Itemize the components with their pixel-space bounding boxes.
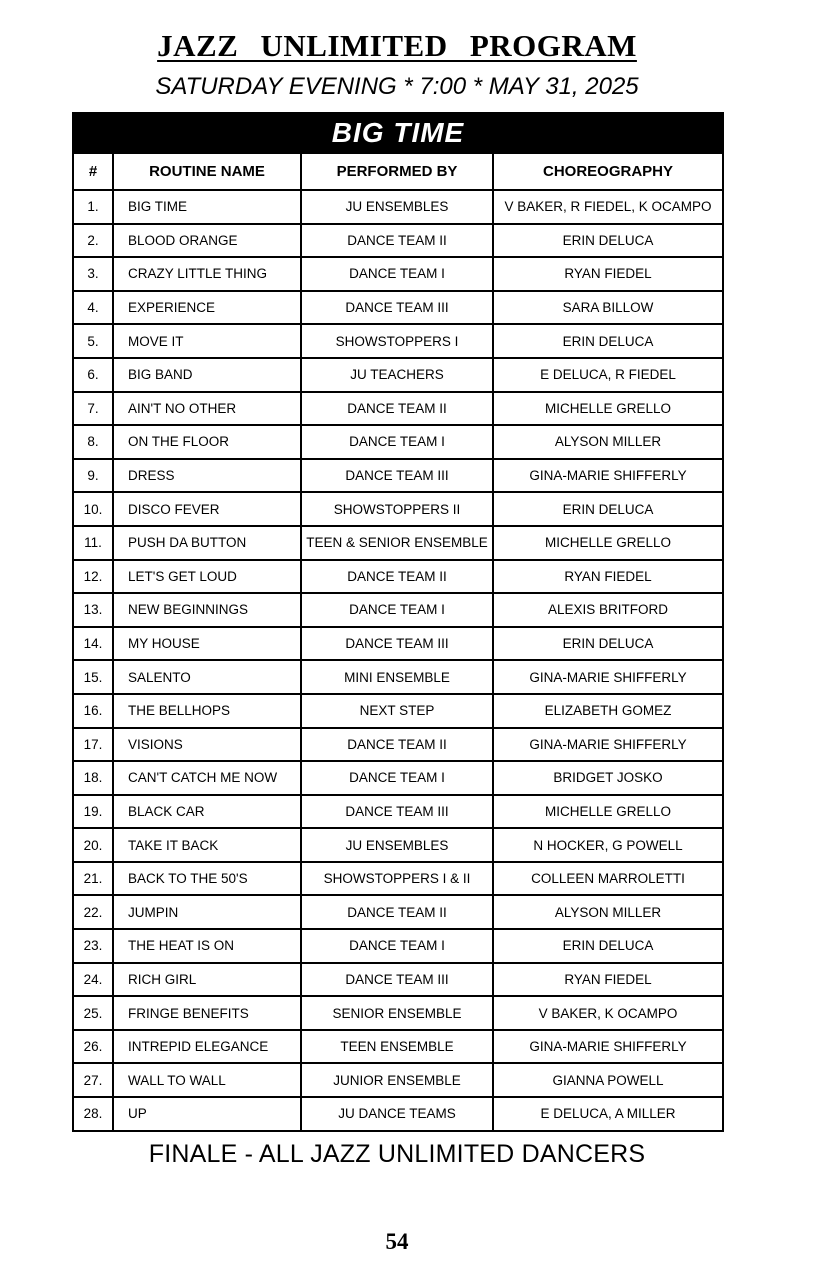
performed-by-cell: TEEN & SENIOR ENSEMBLE xyxy=(301,526,493,560)
program-table-head xyxy=(73,113,723,190)
performed-by-cell: DANCE TEAM I xyxy=(301,425,493,459)
routine-name-cell: ON THE FLOOR xyxy=(113,425,301,459)
choreography-cell: ERIN DELUCA xyxy=(493,492,723,526)
performed-by-cell: DANCE TEAM I xyxy=(301,761,493,795)
table-row xyxy=(73,593,723,627)
row-number-cell: 12. xyxy=(73,560,113,594)
row-number-cell: 4. xyxy=(73,291,113,325)
choreography-cell: SARA BILLOW xyxy=(493,291,723,325)
row-number-cell: 9. xyxy=(73,459,113,493)
table-row xyxy=(73,761,723,795)
choreography-cell: RYAN FIEDEL xyxy=(493,257,723,291)
choreography-cell: BRIDGET JOSKO xyxy=(493,761,723,795)
program-table-body xyxy=(73,190,723,1131)
row-number-cell: 23. xyxy=(73,929,113,963)
routine-name-cell: CRAZY LITTLE THING xyxy=(113,257,301,291)
page-subtitle: SATURDAY EVENING * 7:00 * MAY 31, 2025 xyxy=(155,73,639,100)
choreography-cell: RYAN FIEDEL xyxy=(493,560,723,594)
routine-name-cell: MY HOUSE xyxy=(113,627,301,661)
routine-name-cell: UP xyxy=(113,1097,301,1131)
performed-by-cell: DANCE TEAM III xyxy=(301,459,493,493)
routine-name-cell: SALENTO xyxy=(113,660,301,694)
row-number-cell: 10. xyxy=(73,492,113,526)
page-title-text: JAZZ UNLIMITED PROGRAM xyxy=(157,28,637,63)
program-table xyxy=(72,112,724,1132)
choreography-cell: MICHELLE GRELLO xyxy=(493,392,723,426)
routine-name-cell: AIN'T NO OTHER xyxy=(113,392,301,426)
routine-name-cell: VISIONS xyxy=(113,728,301,762)
table-row xyxy=(73,190,723,224)
choreography-cell: RYAN FIEDEL xyxy=(493,963,723,997)
routine-name-cell: THE HEAT IS ON xyxy=(113,929,301,963)
routine-name-cell: TAKE IT BACK xyxy=(113,828,301,862)
table-row xyxy=(73,828,723,862)
table-row xyxy=(73,895,723,929)
row-number-cell: 3. xyxy=(73,257,113,291)
choreography-cell: ELIZABETH GOMEZ xyxy=(493,694,723,728)
row-number-cell: 27. xyxy=(73,1063,113,1097)
choreography-cell: GINA-MARIE SHIFFERLY xyxy=(493,660,723,694)
choreography-cell: V BAKER, K OCAMPO xyxy=(493,996,723,1030)
section-title-row xyxy=(73,113,723,153)
routine-name-cell: CAN'T CATCH ME NOW xyxy=(113,761,301,795)
table-row xyxy=(73,1097,723,1131)
routine-name-cell: WALL TO WALL xyxy=(113,1063,301,1097)
row-number-cell: 1. xyxy=(73,190,113,224)
row-number-cell: 21. xyxy=(73,862,113,896)
row-number-cell: 28. xyxy=(73,1097,113,1131)
choreography-cell: E DELUCA, R FIEDEL xyxy=(493,358,723,392)
routine-name-cell: NEW BEGINNINGS xyxy=(113,593,301,627)
choreography-cell: ALYSON MILLER xyxy=(493,895,723,929)
choreography-cell: GINA-MARIE SHIFFERLY xyxy=(493,728,723,762)
table-row xyxy=(73,392,723,426)
performed-by-cell: JU TEACHERS xyxy=(301,358,493,392)
performed-by-cell: DANCE TEAM I xyxy=(301,257,493,291)
row-number-cell: 18. xyxy=(73,761,113,795)
choreography-cell: COLLEEN MARROLETTI xyxy=(493,862,723,896)
row-number-cell: 19. xyxy=(73,795,113,829)
column-header-number: # xyxy=(73,153,113,190)
performed-by-cell: DANCE TEAM II xyxy=(301,224,493,258)
performed-by-cell: DANCE TEAM III xyxy=(301,291,493,325)
row-number-cell: 20. xyxy=(73,828,113,862)
choreography-cell: ERIN DELUCA xyxy=(493,929,723,963)
table-row xyxy=(73,795,723,829)
performed-by-cell: DANCE TEAM II xyxy=(301,560,493,594)
performed-by-cell: DANCE TEAM II xyxy=(301,392,493,426)
performed-by-cell: SHOWSTOPPERS I xyxy=(301,324,493,358)
table-row xyxy=(73,492,723,526)
row-number-cell: 17. xyxy=(73,728,113,762)
routine-name-cell: RICH GIRL xyxy=(113,963,301,997)
routine-name-cell: INTREPID ELEGANCE xyxy=(113,1030,301,1064)
row-number-cell: 2. xyxy=(73,224,113,258)
choreography-cell: N HOCKER, G POWELL xyxy=(493,828,723,862)
row-number-cell: 8. xyxy=(73,425,113,459)
table-row xyxy=(73,963,723,997)
performed-by-cell: MINI ENSEMBLE xyxy=(301,660,493,694)
choreography-cell: GINA-MARIE SHIFFERLY xyxy=(493,459,723,493)
choreography-cell: ERIN DELUCA xyxy=(493,627,723,661)
table-row xyxy=(73,996,723,1030)
table-row xyxy=(73,459,723,493)
row-number-cell: 25. xyxy=(73,996,113,1030)
table-row xyxy=(73,324,723,358)
column-header-routine-name: ROUTINE NAME xyxy=(113,153,301,190)
table-row xyxy=(73,1030,723,1064)
performed-by-cell: JUNIOR ENSEMBLE xyxy=(301,1063,493,1097)
table-row xyxy=(73,257,723,291)
performed-by-cell: DANCE TEAM III xyxy=(301,795,493,829)
choreography-cell: V BAKER, R FIEDEL, K OCAMPO xyxy=(493,190,723,224)
row-number-cell: 13. xyxy=(73,593,113,627)
performed-by-cell: JU DANCE TEAMS xyxy=(301,1097,493,1131)
row-number-cell: 26. xyxy=(73,1030,113,1064)
table-row xyxy=(73,358,723,392)
routine-name-cell: THE BELLHOPS xyxy=(113,694,301,728)
performed-by-cell: DANCE TEAM I xyxy=(301,593,493,627)
choreography-cell: MICHELLE GRELLO xyxy=(493,795,723,829)
table-row xyxy=(73,862,723,896)
routine-name-cell: BACK TO THE 50'S xyxy=(113,862,301,896)
column-header-row xyxy=(73,153,723,190)
performed-by-cell: DANCE TEAM II xyxy=(301,728,493,762)
routine-name-cell: EXPERIENCE xyxy=(113,291,301,325)
performed-by-cell: DANCE TEAM III xyxy=(301,963,493,997)
row-number-cell: 6. xyxy=(73,358,113,392)
choreography-cell: E DELUCA, A MILLER xyxy=(493,1097,723,1131)
row-number-cell: 24. xyxy=(73,963,113,997)
table-row xyxy=(73,660,723,694)
performed-by-cell: DANCE TEAM I xyxy=(301,929,493,963)
routine-name-cell: LET'S GET LOUD xyxy=(113,560,301,594)
choreography-cell: ALEXIS BRITFORD xyxy=(493,593,723,627)
performed-by-cell: DANCE TEAM III xyxy=(301,627,493,661)
table-row xyxy=(73,425,723,459)
table-row xyxy=(73,694,723,728)
column-header-performed-by: PERFORMED BY xyxy=(301,153,493,190)
section-title: BIG TIME xyxy=(73,113,723,153)
performed-by-cell: DANCE TEAM II xyxy=(301,895,493,929)
row-number-cell: 5. xyxy=(73,324,113,358)
routine-name-cell: FRINGE BENEFITS xyxy=(113,996,301,1030)
table-row xyxy=(73,728,723,762)
table-row xyxy=(73,929,723,963)
performed-by-cell: TEEN ENSEMBLE xyxy=(301,1030,493,1064)
page-content xyxy=(72,0,722,1169)
table-row xyxy=(73,526,723,560)
performed-by-cell: SENIOR ENSEMBLE xyxy=(301,996,493,1030)
performed-by-cell: NEXT STEP xyxy=(301,694,493,728)
routine-name-cell: DISCO FEVER xyxy=(113,492,301,526)
routine-name-cell: BLACK CAR xyxy=(113,795,301,829)
routine-name-cell: DRESS xyxy=(113,459,301,493)
page-number: 54 xyxy=(385,1229,409,1254)
table-row xyxy=(73,291,723,325)
page-title xyxy=(72,28,722,64)
column-header-choreography: CHOREOGRAPHY xyxy=(493,153,723,190)
performed-by-cell: SHOWSTOPPERS I & II xyxy=(301,862,493,896)
table-row xyxy=(73,224,723,258)
row-number-cell: 11. xyxy=(73,526,113,560)
choreography-cell: ERIN DELUCA xyxy=(493,224,723,258)
routine-name-cell: BIG BAND xyxy=(113,358,301,392)
row-number-cell: 14. xyxy=(73,627,113,661)
table-row xyxy=(73,627,723,661)
row-number-cell: 7. xyxy=(73,392,113,426)
performed-by-cell: JU ENSEMBLES xyxy=(301,190,493,224)
routine-name-cell: JUMPIN xyxy=(113,895,301,929)
table-row xyxy=(73,560,723,594)
row-number-cell: 16. xyxy=(73,694,113,728)
row-number-cell: 22. xyxy=(73,895,113,929)
choreography-cell: ALYSON MILLER xyxy=(493,425,723,459)
table-row xyxy=(73,1063,723,1097)
performed-by-cell: SHOWSTOPPERS II xyxy=(301,492,493,526)
choreography-cell: GINA-MARIE SHIFFERLY xyxy=(493,1030,723,1064)
row-number-cell: 15. xyxy=(73,660,113,694)
performed-by-cell: JU ENSEMBLES xyxy=(301,828,493,862)
routine-name-cell: MOVE IT xyxy=(113,324,301,358)
routine-name-cell: BIG TIME xyxy=(113,190,301,224)
choreography-cell: ERIN DELUCA xyxy=(493,324,723,358)
choreography-cell: GIANNA POWELL xyxy=(493,1063,723,1097)
routine-name-cell: BLOOD ORANGE xyxy=(113,224,301,258)
finale-text: FINALE - ALL JAZZ UNLIMITED DANCERS xyxy=(148,1139,646,1168)
routine-name-cell: PUSH DA BUTTON xyxy=(113,526,301,560)
choreography-cell: MICHELLE GRELLO xyxy=(493,526,723,560)
